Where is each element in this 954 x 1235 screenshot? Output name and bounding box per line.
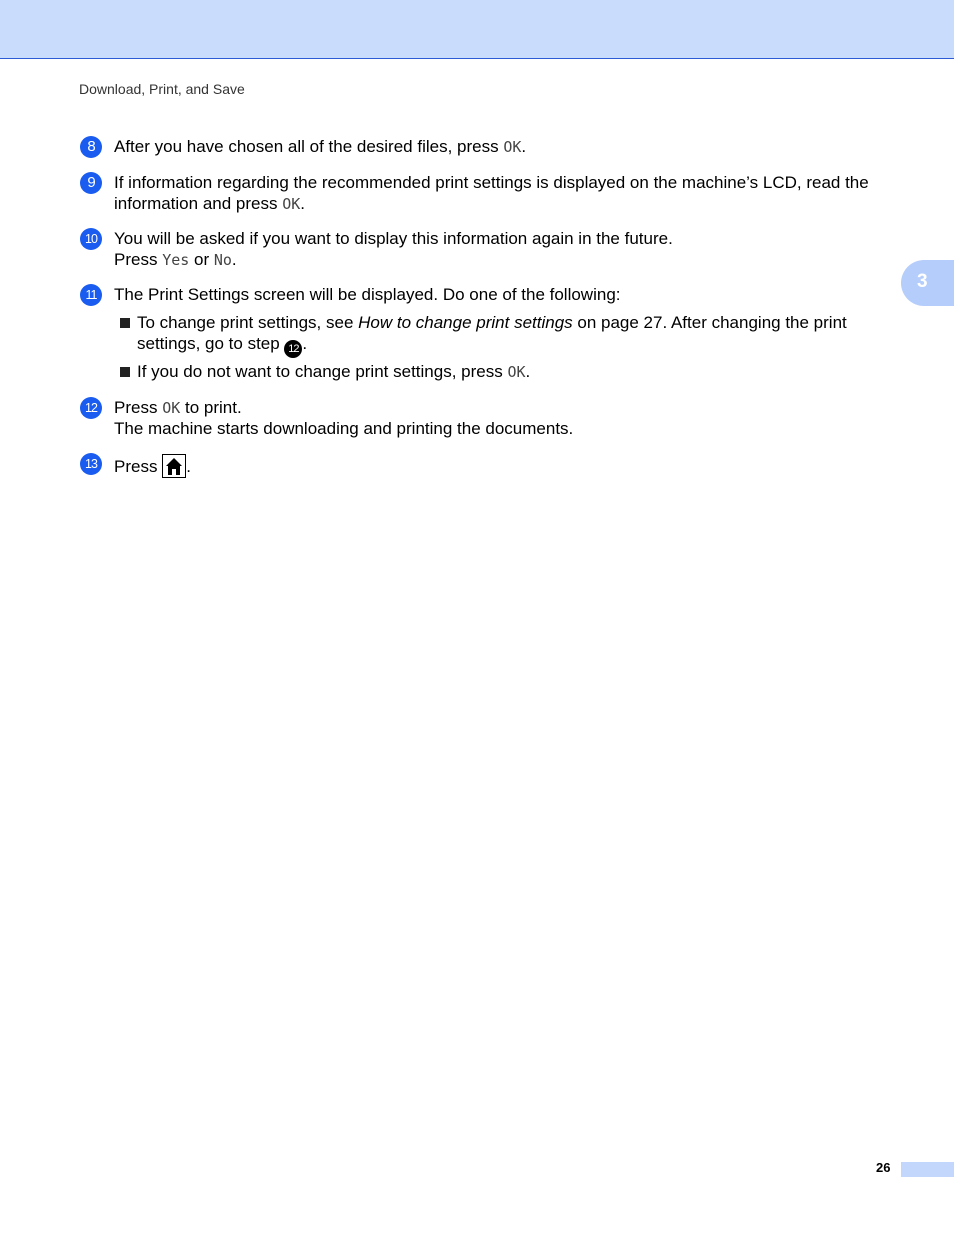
home-icon <box>162 454 186 478</box>
step-text: If information regarding the recommended print settings is displayed on the machine’s LCD, read the information and press OK. <box>114 173 869 213</box>
step-text: You will be asked if you want to display this information again in the future. Press Yes or No. <box>114 229 673 269</box>
step-number: 10 <box>80 228 102 250</box>
step-text: The Print Settings screen will be displayed. Do one of the following: <box>114 285 621 304</box>
ok-code: OK <box>162 399 181 417</box>
yes-code: Yes <box>162 250 190 269</box>
step-number: 12 <box>80 397 102 419</box>
header-band <box>0 0 954 59</box>
step-text: Press . <box>114 454 894 478</box>
chapter-tab <box>901 260 954 306</box>
chapter-number: 3 <box>917 271 928 292</box>
ok-code: OK <box>282 194 301 213</box>
bullet-square-icon <box>120 318 130 328</box>
ok-code: OK <box>503 138 522 156</box>
step-text: After you have chosen all of the desired files, press OK. <box>114 137 527 156</box>
page-header-title: Download, Print, and Save <box>79 81 245 97</box>
step-text: Press OK to print. The machine starts downloading and printing the documents. <box>114 398 574 438</box>
step-number: 13 <box>80 453 102 475</box>
page-number: 26 <box>876 1160 891 1175</box>
step-number: 9 <box>80 172 102 194</box>
step-number: 8 <box>80 136 102 158</box>
ok-code: OK <box>507 363 526 381</box>
bullet-square-icon <box>120 367 130 377</box>
footer-bar <box>901 1162 954 1177</box>
cross-reference-link[interactable]: How to change print settings <box>358 313 573 332</box>
bullet-text: To change print settings, see How to change print settings on page 27. After changing the print settings, go to step 12 . <box>137 313 877 358</box>
bullet-text: If you do not want to change print settings, press OK. <box>137 362 531 381</box>
step-number: 11 <box>80 284 102 306</box>
step-reference: 12 <box>284 340 302 358</box>
no-code: No <box>213 250 232 269</box>
